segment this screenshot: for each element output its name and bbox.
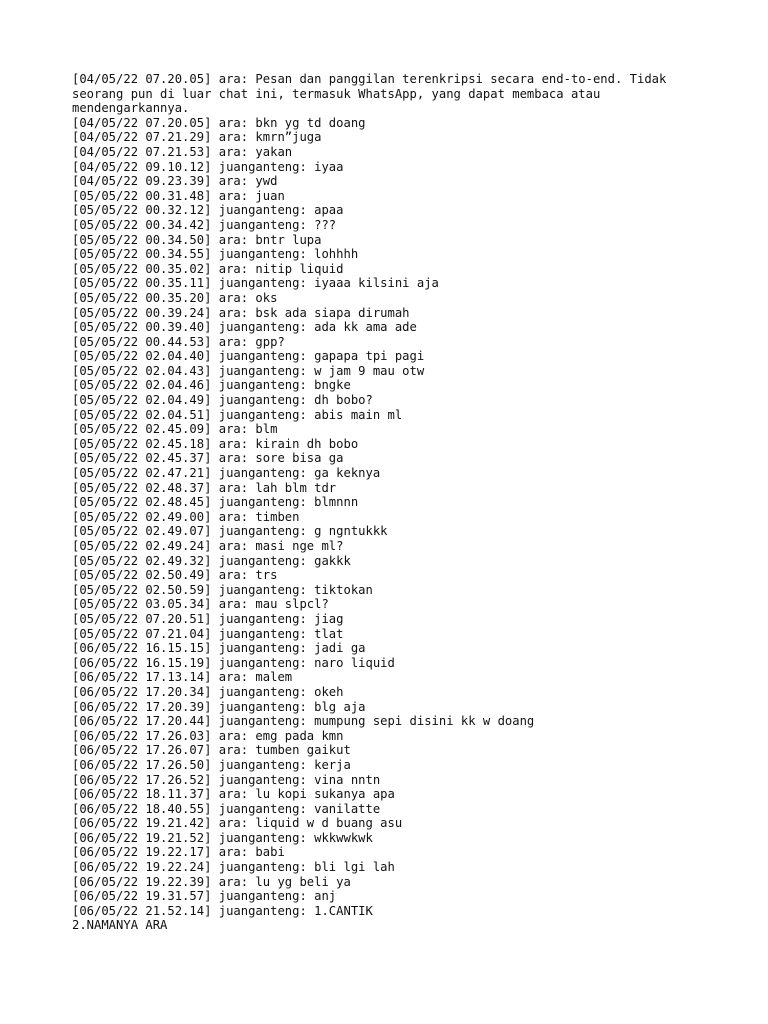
transcript-line: [05/05/22 02.45.09] ara: blm xyxy=(72,422,278,437)
transcript-line: [05/05/22 02.04.43] juanganteng: w jam 9 mau otw xyxy=(72,363,425,378)
transcript-line: [05/05/22 02.49.24] ara: masi nge ml? xyxy=(72,539,344,553)
transcript-line: [05/05/22 00.35.11] juanganteng: iyaaa kilsini aja xyxy=(72,276,439,291)
transcript-line: [06/05/22 19.31.57] juanganteng: anj xyxy=(72,889,337,904)
transcript-line: [06/05/22 19.22.39] ara: lu yg beli ya xyxy=(72,874,351,889)
transcript-line: seorang pun di luar chat ini, termasuk WhatsApp, yang dapat membaca atau xyxy=(72,86,601,101)
transcript-line: [06/05/22 17.26.07] ara: tumben gaikut xyxy=(72,743,351,758)
transcript-line: [06/05/22 17.13.14] ara: malem xyxy=(72,670,293,685)
transcript-line: [05/05/22 02.04.51] juanganteng: abis main ml xyxy=(72,407,403,422)
transcript-line: [06/05/22 17.20.39] juanganteng: blg aja xyxy=(72,699,366,714)
transcript-line: [06/05/22 17.20.34] juanganteng: okeh xyxy=(72,684,344,699)
transcript-line: [04/05/22 07.21.53] ara: yakan xyxy=(72,144,293,159)
transcript-line: [04/05/22 07.20.05] ara: bkn yg td doang xyxy=(72,115,366,130)
transcript-line: [05/05/22 00.44.53] ara: gpp? xyxy=(72,334,285,349)
transcript-line: [05/05/22 00.35.20] ara: oks xyxy=(72,290,278,305)
transcript-line: [06/05/22 17.26.03] ara: emg pada kmn xyxy=(72,728,344,743)
transcript-line: [05/05/22 02.47.21] juanganteng: ga keknya xyxy=(72,466,381,481)
transcript-line: [04/05/22 09.10.12] juanganteng: iyaa xyxy=(72,159,344,174)
transcript-line: [05/05/22 02.48.45] juanganteng: blmnnn xyxy=(72,495,359,510)
transcript-line: [05/05/22 00.39.40] juanganteng: ada kk ama ade xyxy=(72,320,417,335)
transcript-line: [06/05/22 18.11.37] ara: lu kopi sukanya apa xyxy=(72,787,395,802)
transcript-line: [05/05/22 02.49.00] ara: timben xyxy=(72,509,300,524)
transcript-line: [04/05/22 09.23.39] ara: ywd xyxy=(72,174,278,189)
transcript-line: [05/05/22 00.35.02] ara: nitip liquid xyxy=(72,261,344,276)
transcript-line: mendengarkannya. xyxy=(72,101,190,116)
transcript-line: [06/05/22 19.22.24] juanganteng: bli lgi lah xyxy=(72,860,395,875)
transcript-line: [05/05/22 07.21.04] juanganteng: tlat xyxy=(72,626,344,641)
transcript-line: [06/05/22 21.52.14] juanganteng: 1.CANTIK xyxy=(72,903,373,918)
transcript-line: [04/05/22 07.20.05] ara: Pesan dan panggilan terenkripsi secara end-to-end. Tidak xyxy=(72,72,667,86)
transcript-line: [06/05/22 16.15.19] juanganteng: naro liquid xyxy=(72,655,395,670)
transcript-line: [05/05/22 00.34.50] ara: bntr lupa xyxy=(72,232,322,247)
transcript-line: [05/05/22 02.45.18] ara: kirain dh bobo xyxy=(72,436,359,451)
transcript-line: [06/05/22 19.21.42] ara: liquid w d buang asu xyxy=(72,816,403,831)
transcript-line: [05/05/22 02.45.37] ara: sore bisa ga xyxy=(72,451,344,466)
transcript-line: [06/05/22 19.21.52] juanganteng: wkkwwkwk xyxy=(72,830,373,845)
transcript-line: [06/05/22 17.20.44] juanganteng: mumpung sepi disini kk w doang xyxy=(72,714,535,729)
transcript-line: [05/05/22 00.32.12] juanganteng: apaa xyxy=(72,203,344,218)
transcript-line: [06/05/22 16.15.15] juanganteng: jadi ga xyxy=(72,641,366,656)
transcript-line: 2.NAMANYA ARA xyxy=(72,918,168,933)
transcript-line: [05/05/22 02.49.07] juanganteng: g ngntukkk xyxy=(72,524,388,539)
transcript-line: [05/05/22 03.05.34] ara: mau slpcl? xyxy=(72,597,329,612)
transcript-line: [06/05/22 19.22.17] ara: babi xyxy=(72,845,285,860)
transcript-line: [05/05/22 02.04.40] juanganteng: gapapa tpi pagi xyxy=(72,349,425,364)
transcript-line: [05/05/22 02.04.46] juanganteng: bngke xyxy=(72,378,351,393)
transcript-line: [05/05/22 02.49.32] juanganteng: gakkk xyxy=(72,553,351,568)
transcript-line: [05/05/22 07.20.51] juanganteng: jiag xyxy=(72,611,344,626)
transcript-line: [05/05/22 02.50.49] ara: trs xyxy=(72,568,278,583)
transcript-line: [05/05/22 00.34.42] juanganteng: ??? xyxy=(72,217,337,232)
transcript-line: [04/05/22 07.21.29] ara: kmrn”juga xyxy=(72,130,322,145)
transcript-line: [05/05/22 02.04.49] juanganteng: dh bobo? xyxy=(72,393,373,408)
transcript-line: [05/05/22 00.34.55] juanganteng: lohhhh xyxy=(72,247,359,262)
transcript-line: [05/05/22 00.39.24] ara: bsk ada siapa dirumah xyxy=(72,305,410,320)
transcript-line: [05/05/22 02.48.37] ara: lah blm tdr xyxy=(72,480,337,495)
chat-transcript xyxy=(72,72,712,933)
transcript-line: [06/05/22 17.26.50] juanganteng: kerja xyxy=(72,757,351,772)
transcript-line: [05/05/22 00.31.48] ara: juan xyxy=(72,188,285,203)
transcript-line: [05/05/22 02.50.59] juanganteng: tiktokan xyxy=(72,582,373,597)
transcript-line: [06/05/22 18.40.55] juanganteng: vanilatte xyxy=(72,801,381,816)
transcript-line: [06/05/22 17.26.52] juanganteng: vina nntn xyxy=(72,772,381,787)
